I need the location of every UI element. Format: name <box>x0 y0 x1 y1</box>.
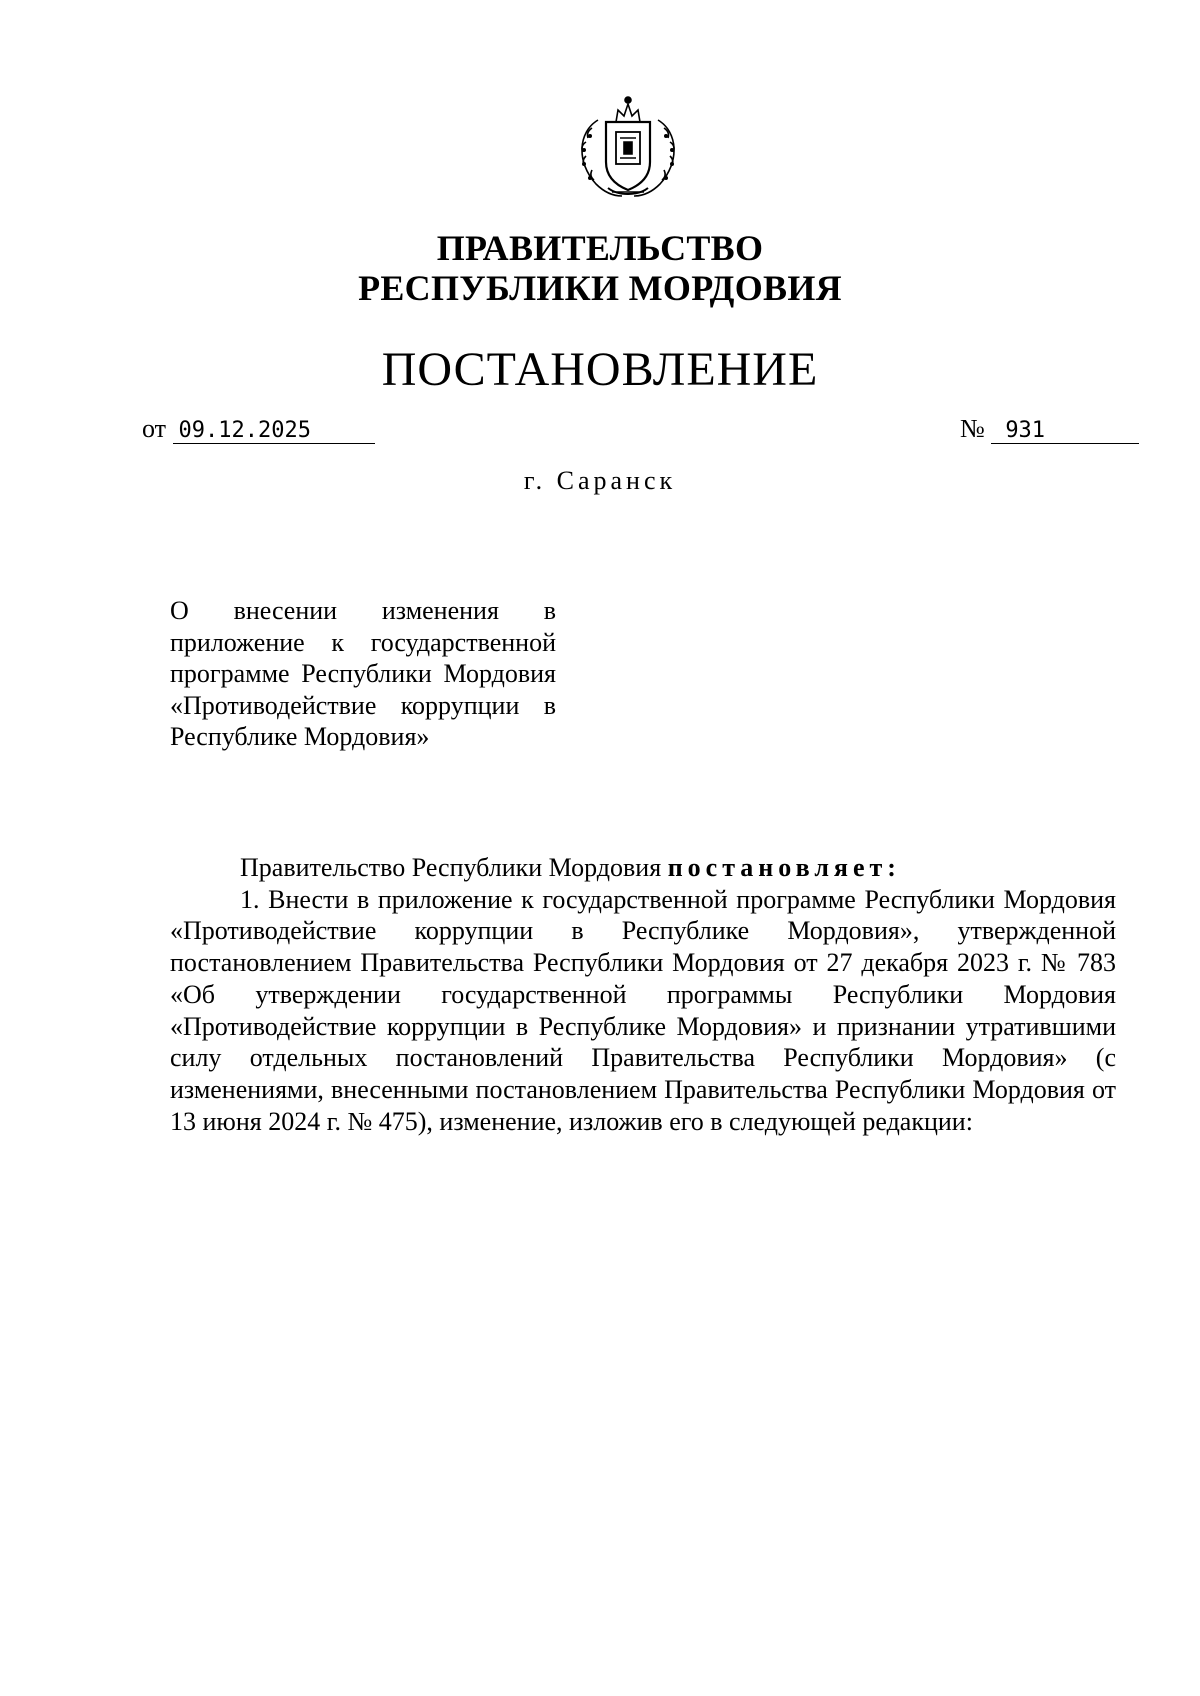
city-line: г. Саранск <box>523 466 677 495</box>
date-field <box>142 414 375 444</box>
date-value: 09.12.2025 <box>173 419 375 444</box>
preamble-text: Правительство Республики Мордовия <box>240 853 662 882</box>
number-field <box>960 414 1139 444</box>
preamble-paragraph <box>170 852 1116 884</box>
number-value: 931 <box>991 419 1139 444</box>
item-1-paragraph: 1. Внести в приложение к государственной программе Республики Мордовия «Противодействие коррупции в Республике Мордовия», утвержденной постановлением Правительства Республики Мордовия от 27 декабря 2023 г. № 783 «Об утверждении государственной программы Республики Мордовия «Противодействие коррупции в Республике Мордовия» и признании утратившими силу отдельных постановлений Правительства Республики Мордовия» (с изменениями, внесенными постановлением Правительства Республики Мордовия от 13 июня 2024 г. № 475), изменение, изложив его в следующей редакции: <box>170 884 1116 1136</box>
document-subject: О внесении изменения в приложение к государственной программе Республики Мордовия «Противодействие коррупции в Республике Мордовия» <box>170 596 556 751</box>
organization-title-line1: ПРАВИТЕЛЬСТВО <box>436 228 764 268</box>
document-body <box>170 852 1116 1137</box>
document-type: ПОСТАНОВЛЕНИЕ <box>381 343 819 396</box>
date-prefix: от <box>142 414 167 443</box>
decree-word: постановляет: <box>667 853 901 882</box>
organization-title <box>0 228 1200 308</box>
number-prefix: № <box>960 414 985 443</box>
organization-title-line2: РЕСПУБЛИКИ МОРДОВИЯ <box>358 268 842 308</box>
coat-of-arms-icon <box>568 92 688 202</box>
